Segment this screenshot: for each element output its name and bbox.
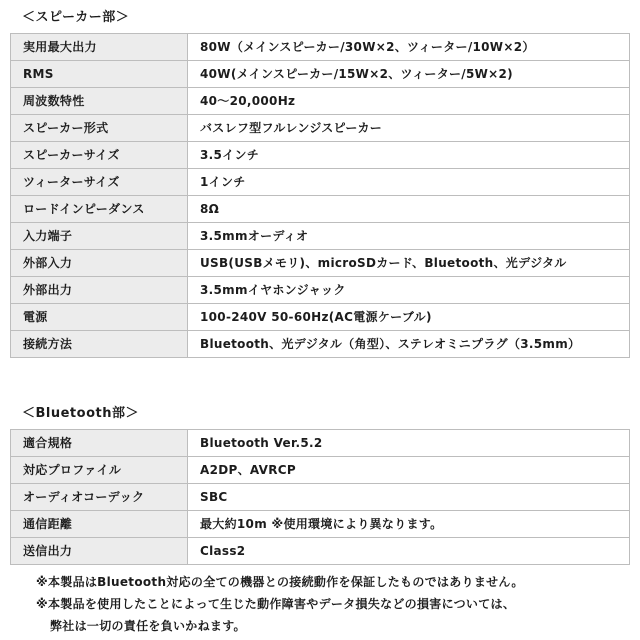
row-value: A2DP、AVRCP: [188, 457, 630, 484]
table-row: [11, 277, 630, 304]
row-label: 電源: [11, 304, 188, 331]
row-label: ロードインピーダンス: [11, 196, 188, 223]
table-row: [11, 511, 630, 538]
row-value: 最大約10m ※使用環境により異なります。: [188, 511, 630, 538]
table-row: [11, 250, 630, 277]
row-value: Bluetooth、光デジタル（角型）、ステレオミニプラグ（3.5mm）: [188, 331, 630, 358]
row-label: ツィーターサイズ: [11, 169, 188, 196]
note-line: 弊社は一切の責任を負いかねます。: [50, 619, 246, 633]
row-label: スピーカーサイズ: [11, 142, 188, 169]
disclaimer-notes: [36, 571, 632, 637]
table-row: [11, 304, 630, 331]
row-label: 適合規格: [11, 430, 188, 457]
row-value: Class2: [188, 538, 630, 565]
row-label: 接続方法: [11, 331, 188, 358]
row-value: 1インチ: [188, 169, 630, 196]
row-label: 外部入力: [11, 250, 188, 277]
speaker-section-title: ＜スピーカー部＞: [22, 10, 130, 25]
row-value: USB(USBメモリ)、microSDカード、Bluetooth、光デジタル: [188, 250, 630, 277]
table-row: [11, 223, 630, 250]
table-row: [11, 169, 630, 196]
row-label: 対応プロファイル: [11, 457, 188, 484]
row-label: 入力端子: [11, 223, 188, 250]
row-label: オーディオコーデック: [11, 484, 188, 511]
row-value: 80W（メインスピーカー/30W×2、ツィーター/10W×2）: [188, 34, 630, 61]
row-label: 通信距離: [11, 511, 188, 538]
note-line: ※本製品を使用したことによって生じた動作障害やデータ損失などの損害については、: [36, 597, 516, 611]
row-value: 3.5mmオーディオ: [188, 223, 630, 250]
row-value: 100-240V 50-60Hz(AC電源ケーブル): [188, 304, 630, 331]
row-value: 3.5インチ: [188, 142, 630, 169]
table-row: [11, 484, 630, 511]
table-row: [11, 331, 630, 358]
bluetooth-spec-table: [10, 429, 630, 565]
row-value: Bluetooth Ver.5.2: [188, 430, 630, 457]
row-label: 外部出力: [11, 277, 188, 304]
table-row: [11, 34, 630, 61]
row-value: バスレフ型フルレンジスピーカー: [188, 115, 630, 142]
table-row: [11, 196, 630, 223]
speaker-spec-table: [10, 33, 630, 358]
row-label: 周波数特性: [11, 88, 188, 115]
row-value: 40〜20,000Hz: [188, 88, 630, 115]
table-row: [11, 457, 630, 484]
row-label: 実用最大出力: [11, 34, 188, 61]
row-label: RMS: [11, 61, 188, 88]
table-row: [11, 88, 630, 115]
table-row: [11, 538, 630, 565]
table-row: [11, 61, 630, 88]
row-value: 40W(メインスピーカー/15W×2、ツィーター/5W×2): [188, 61, 630, 88]
bluetooth-section-title: ＜Bluetooth部＞: [22, 406, 139, 421]
note-line: ※本製品はBluetooth対応の全ての機器との接続動作を保証したものではありません。: [36, 575, 524, 589]
row-value: SBC: [188, 484, 630, 511]
table-row: [11, 430, 630, 457]
row-label: 送信出力: [11, 538, 188, 565]
table-row: [11, 142, 630, 169]
row-value: 8Ω: [188, 196, 630, 223]
row-label: スピーカー形式: [11, 115, 188, 142]
table-row: [11, 115, 630, 142]
row-value: 3.5mmイヤホンジャック: [188, 277, 630, 304]
